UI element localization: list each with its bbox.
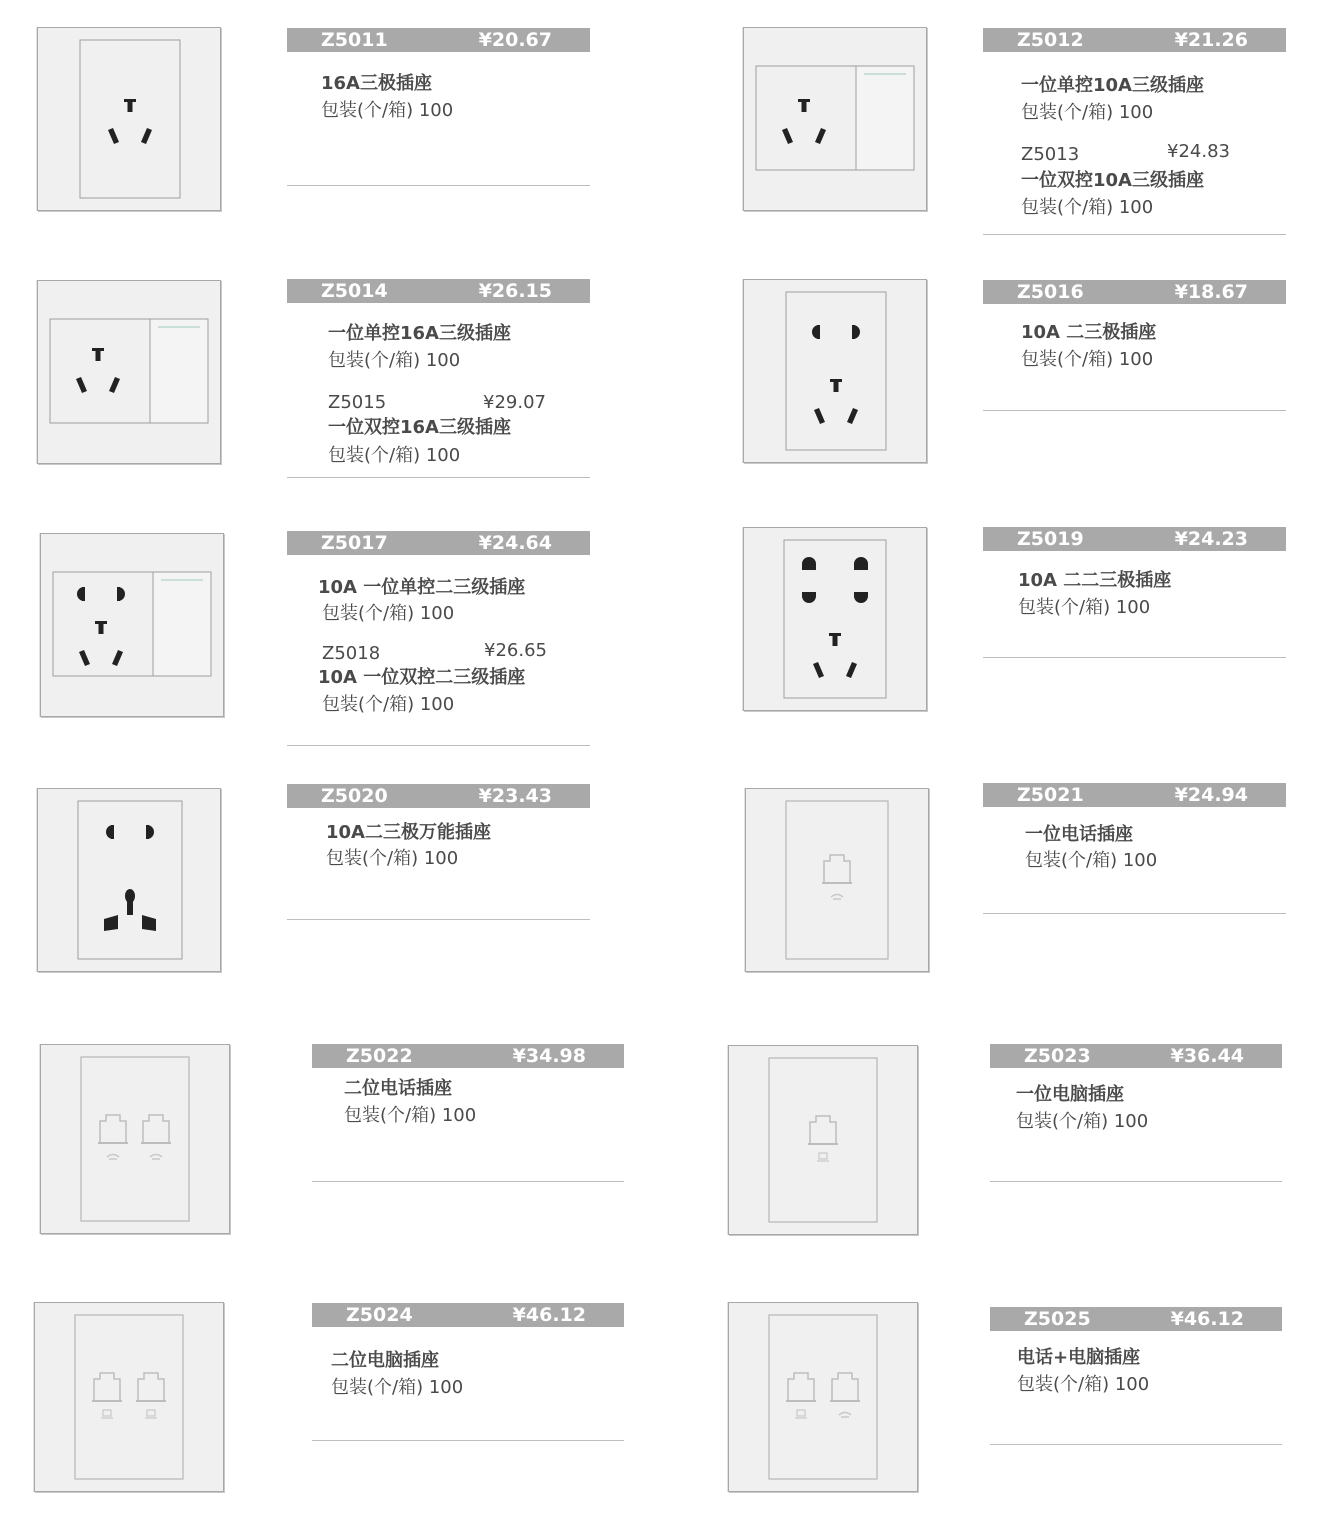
product-code: Z5012 <box>1017 29 1084 51</box>
product-card-z5020 <box>287 784 590 920</box>
product-pack: 包装(个/箱) 100 <box>1021 102 1154 123</box>
sub-product-name: 10A 一位双控二三级插座 <box>318 667 526 688</box>
product-name: 10A 二二三极插座 <box>1018 570 1172 591</box>
product-price: ¥34.98 <box>512 1045 586 1067</box>
product-image-z5016 <box>743 279 927 463</box>
product-image-z5020 <box>37 788 221 972</box>
product-image-z5021 <box>745 788 929 972</box>
product-name: 10A 二三极插座 <box>1021 322 1157 343</box>
product-code: Z5014 <box>321 280 388 302</box>
product-pack: 包装(个/箱) 100 <box>321 100 454 121</box>
product-header <box>983 783 1286 807</box>
sub-product-code: Z5018 <box>322 643 381 664</box>
product-price: ¥24.64 <box>478 532 552 554</box>
sub-product-code: Z5015 <box>328 392 387 413</box>
product-image-z5023 <box>728 1045 918 1235</box>
product-header <box>983 280 1286 304</box>
product-header <box>287 531 590 555</box>
product-pack: 包装(个/箱) 100 <box>1018 597 1151 618</box>
product-name: 电话+电脑插座 <box>1017 1347 1141 1368</box>
sub-product-price: ¥26.65 <box>484 640 547 661</box>
product-header <box>990 1044 1282 1068</box>
sub-product-price: ¥24.83 <box>1167 141 1230 162</box>
product-price: ¥46.12 <box>1170 1308 1244 1330</box>
product-card-z5012 <box>983 28 1286 235</box>
product-card-z5021 <box>983 783 1286 914</box>
product-price: ¥20.67 <box>478 29 552 51</box>
product-name: 一位电话插座 <box>1025 824 1133 845</box>
product-header <box>990 1307 1282 1331</box>
product-pack: 包装(个/箱) 100 <box>326 848 459 869</box>
product-name: 10A 一位单控二三级插座 <box>318 577 526 598</box>
product-header <box>287 28 590 52</box>
product-price: ¥46.12 <box>512 1304 586 1326</box>
product-image-z5014 <box>37 280 221 464</box>
sub-product-pack: 包装(个/箱) 100 <box>322 694 455 715</box>
product-image-z5025 <box>728 1302 918 1492</box>
product-header <box>983 28 1286 52</box>
product-price: ¥18.67 <box>1174 281 1248 303</box>
product-name: 一位单控16A三级插座 <box>328 323 511 344</box>
product-card-z5017 <box>287 531 590 746</box>
product-code: Z5025 <box>1024 1308 1091 1330</box>
product-name: 二位电话插座 <box>344 1078 452 1099</box>
product-card-z5024 <box>312 1303 624 1441</box>
product-name: 10A二三极万能插座 <box>326 822 491 843</box>
product-header <box>983 527 1286 551</box>
product-card-z5023 <box>990 1044 1282 1182</box>
product-price: ¥23.43 <box>478 785 552 807</box>
product-code: Z5021 <box>1017 784 1084 806</box>
product-code: Z5023 <box>1024 1045 1091 1067</box>
sub-product-pack: 包装(个/箱) 100 <box>328 445 461 466</box>
product-card-z5016 <box>983 280 1286 411</box>
product-image-z5011 <box>37 27 221 211</box>
product-name: 二位电脑插座 <box>331 1350 439 1371</box>
product-code: Z5024 <box>346 1304 413 1326</box>
product-price: ¥21.26 <box>1174 29 1248 51</box>
product-code: Z5019 <box>1017 528 1084 550</box>
product-header <box>287 279 590 303</box>
product-price: ¥24.23 <box>1174 528 1248 550</box>
product-code: Z5022 <box>346 1045 413 1067</box>
product-card-z5022 <box>312 1044 624 1182</box>
product-image-z5012 <box>743 27 927 211</box>
product-header <box>287 784 590 808</box>
product-name: 16A三极插座 <box>321 73 432 94</box>
product-pack: 包装(个/箱) 100 <box>328 350 461 371</box>
sub-product-code: Z5013 <box>1021 144 1080 165</box>
product-pack: 包装(个/箱) 100 <box>1016 1111 1149 1132</box>
sub-product-price: ¥29.07 <box>483 392 546 413</box>
product-image-z5022 <box>40 1044 230 1234</box>
product-price: ¥36.44 <box>1170 1045 1244 1067</box>
product-card-z5014 <box>287 279 590 478</box>
product-header <box>312 1303 624 1327</box>
product-code: Z5011 <box>321 29 388 51</box>
sub-product-pack: 包装(个/箱) 100 <box>1021 197 1154 218</box>
product-pack: 包装(个/箱) 100 <box>1017 1374 1150 1395</box>
product-image-z5024 <box>34 1302 224 1492</box>
product-image-z5019 <box>743 527 927 711</box>
product-code: Z5017 <box>321 532 388 554</box>
product-pack: 包装(个/箱) 100 <box>1021 349 1154 370</box>
product-image-z5017 <box>40 533 224 717</box>
product-card-z5025 <box>990 1307 1282 1445</box>
product-pack: 包装(个/箱) 100 <box>322 603 455 624</box>
product-pack: 包装(个/箱) 100 <box>1025 850 1158 871</box>
sub-product-name: 一位双控10A三级插座 <box>1021 170 1204 191</box>
product-pack: 包装(个/箱) 100 <box>344 1105 477 1126</box>
sub-product-name: 一位双控16A三级插座 <box>328 417 511 438</box>
product-name: 一位电脑插座 <box>1016 1084 1124 1105</box>
product-card-z5011 <box>287 28 590 186</box>
product-name: 一位单控10A三级插座 <box>1021 75 1204 96</box>
product-code: Z5020 <box>321 785 388 807</box>
product-header <box>312 1044 624 1068</box>
product-price: ¥24.94 <box>1174 784 1248 806</box>
product-code: Z5016 <box>1017 281 1084 303</box>
product-price: ¥26.15 <box>478 280 552 302</box>
product-card-z5019 <box>983 527 1286 658</box>
product-pack: 包装(个/箱) 100 <box>331 1377 464 1398</box>
